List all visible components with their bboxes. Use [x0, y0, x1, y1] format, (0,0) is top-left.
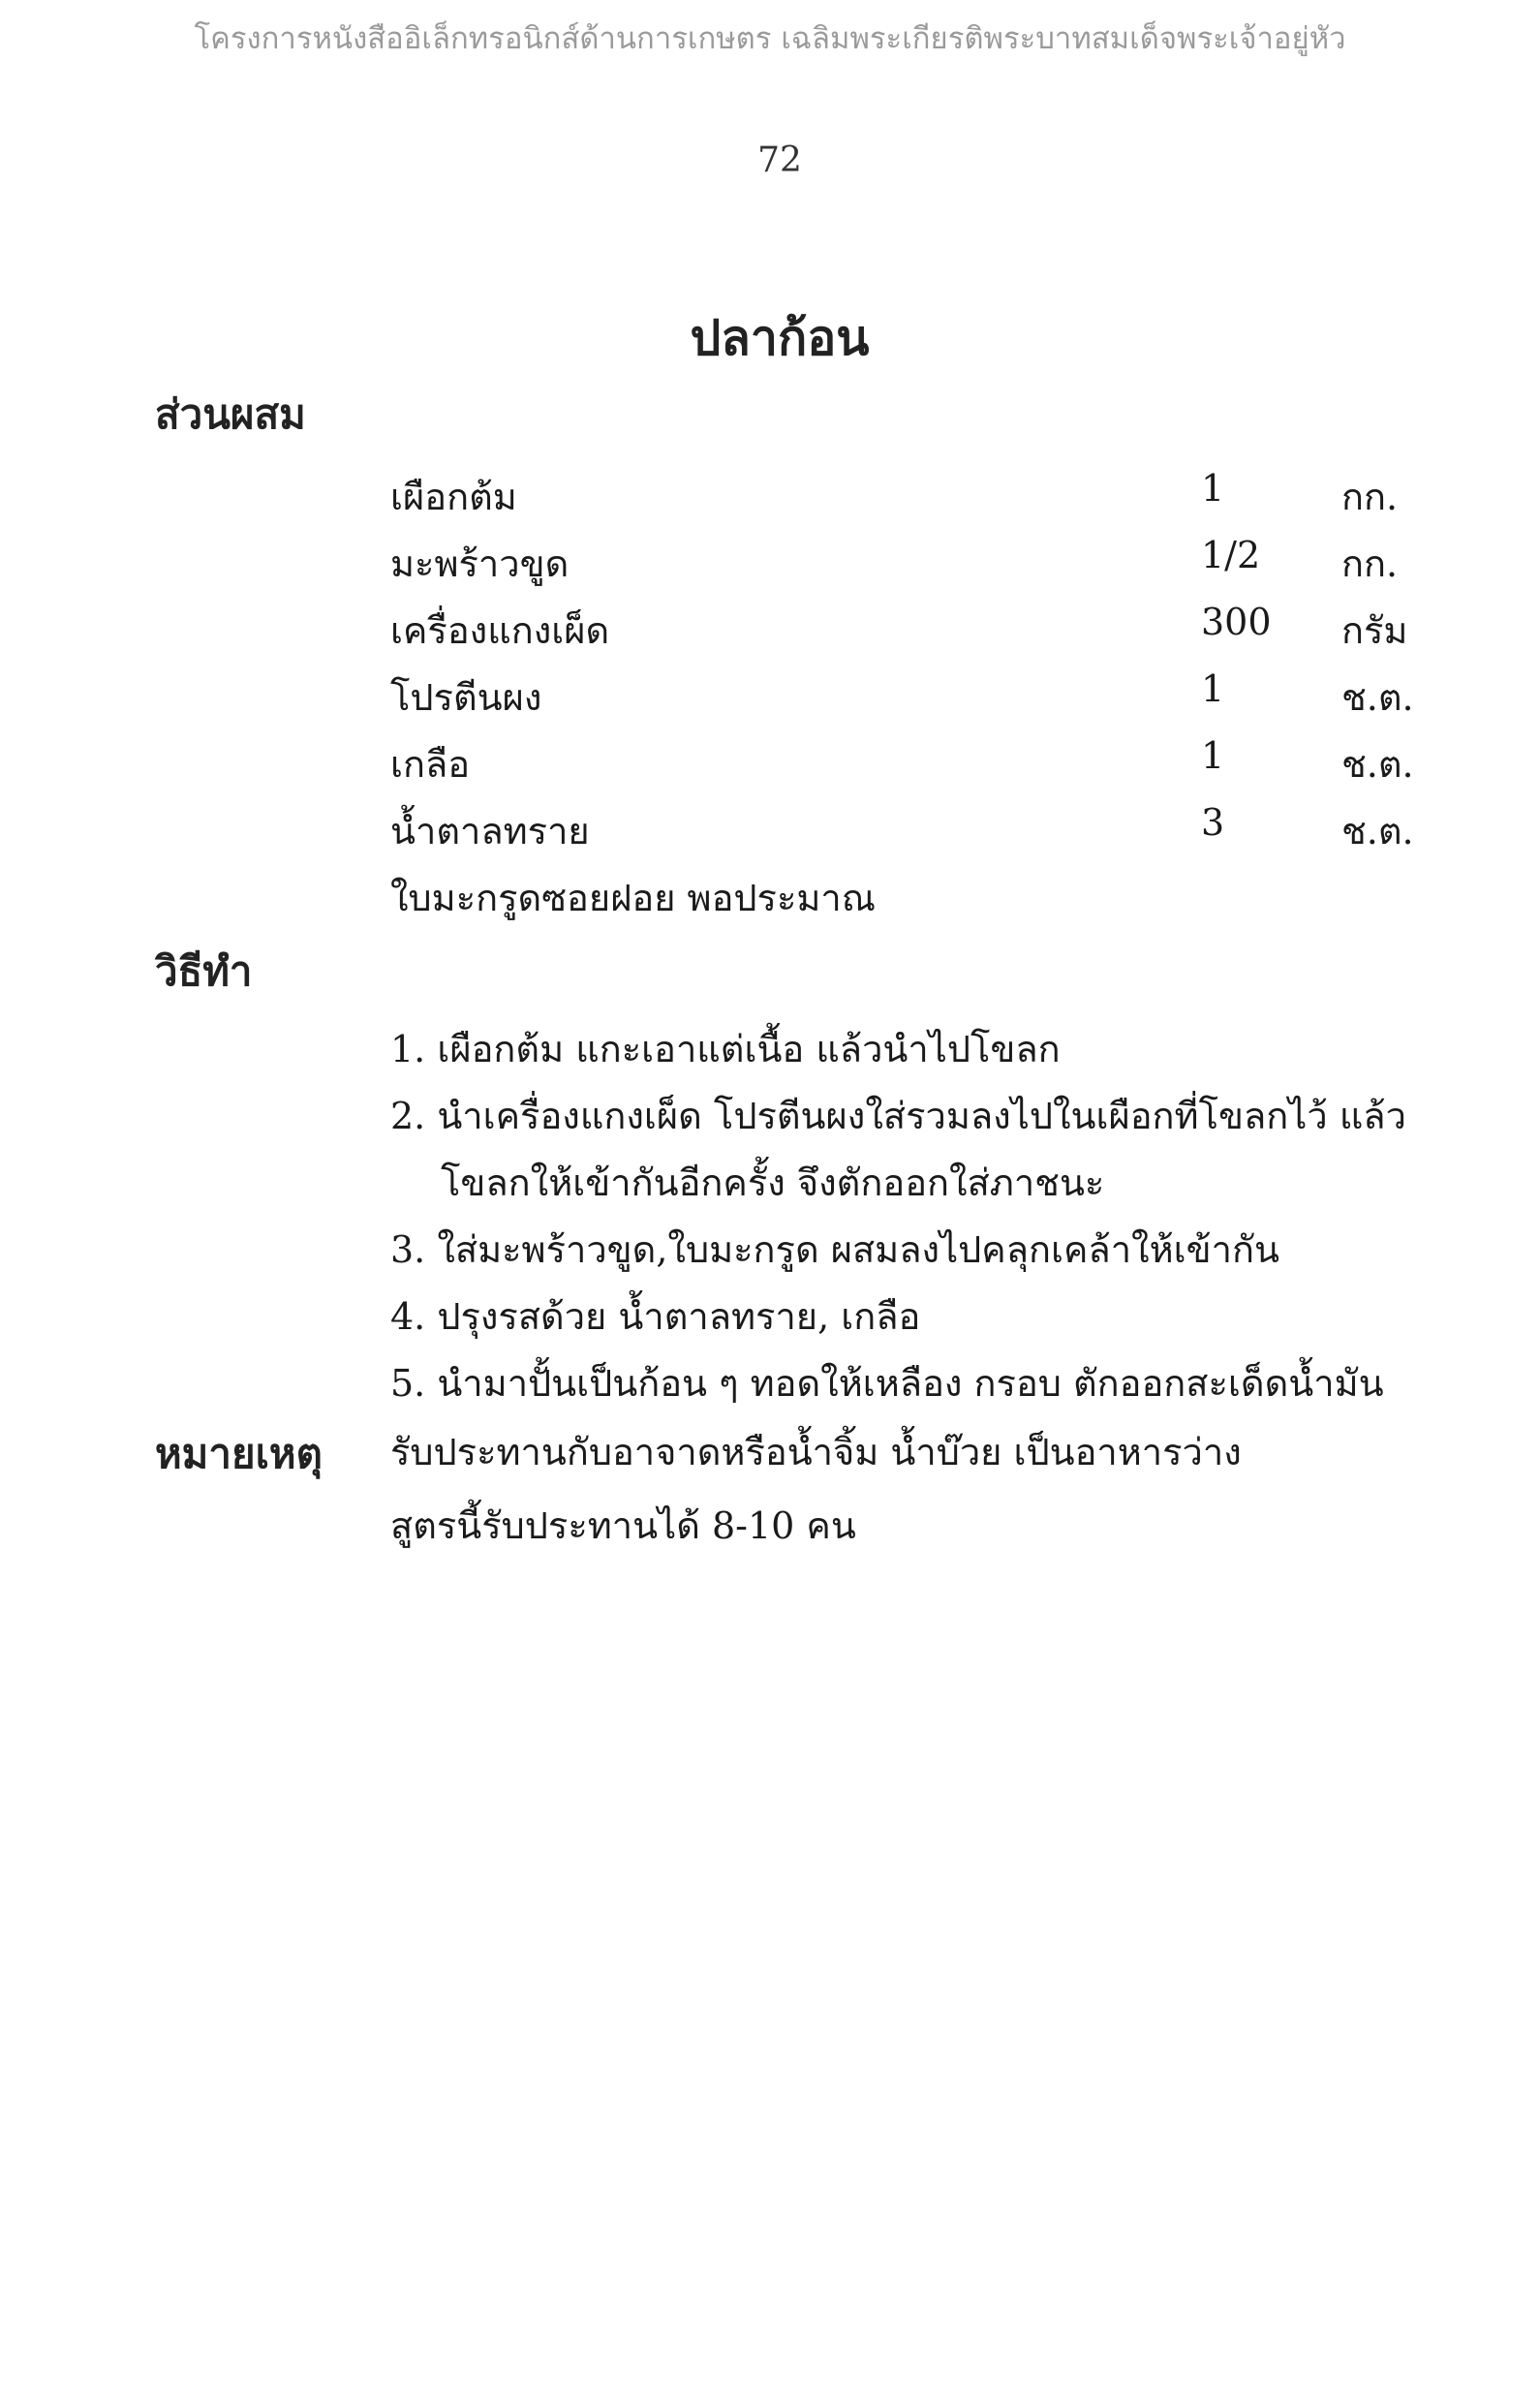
ingredient-name: เครื่องแกงเผ็ด	[390, 609, 610, 652]
ingredient-unit: กรัม	[1341, 609, 1408, 652]
note-line: สูตรนี้รับประทานได้ 8-10 คน	[390, 1504, 856, 1547]
ingredient-qty: 1	[1201, 734, 1225, 777]
method-step: 3. ใส่มะพร้าวขูด,ใบมะกรูด ผสมลงไปคลุกเคล้าให้เข้ากัน	[390, 1228, 1279, 1271]
method-heading: วิธีทำ	[155, 947, 253, 995]
ingredient-row	[0, 601, 1540, 663]
ingredient-name: มะพร้าวขูด	[390, 542, 570, 585]
ingredient-unit: กก.	[1341, 542, 1399, 585]
ingredient-name: น้ำตาลทราย	[390, 810, 590, 852]
ingredient-row	[0, 801, 1540, 863]
ingredient-qty: 300	[1201, 601, 1272, 643]
note-line: รับประทานกับอาจาดหรือน้ำจิ้ม น้ำบ๊วย เป็นอาหารว่าง	[390, 1431, 1242, 1473]
ingredient-qty: 3	[1201, 801, 1225, 844]
ingredient-name: เผือกต้ม	[390, 476, 517, 518]
ingredient-unit: กก.	[1341, 476, 1399, 518]
ingredient-qty: 1	[1201, 667, 1225, 710]
ingredients-heading: ส่วนผสม	[155, 390, 306, 438]
ingredient-name: โปรตีนผง	[390, 676, 542, 719]
method-step: 1. เผือกต้ม แกะเอาแต่เนื้อ แล้วนำไปโขลก	[390, 1028, 1061, 1070]
ingredient-row	[0, 734, 1540, 796]
page-number: 72	[757, 140, 802, 180]
note-heading: หมายเหตุ	[155, 1430, 323, 1477]
ingredient-name: เกลือ	[390, 743, 471, 786]
method-step: 5. นำมาปั้นเป็นก้อน ๆ ทอดให้เหลือง กรอบ ตักออกสะเด็ดน้ำมัน	[390, 1362, 1384, 1405]
ingredient-row	[0, 467, 1540, 529]
ingredient-qty: 1/2	[1201, 534, 1261, 576]
recipe-title: ปลาก้อน	[690, 310, 870, 366]
method-step-continuation: โขลกให้เข้ากันอีกครั้ง จึงตักออกใส่ภาชนะ	[441, 1162, 1105, 1204]
ingredient-qty: 1	[1201, 467, 1225, 510]
ingredient-unit: ช.ต.	[1341, 810, 1414, 852]
ingredient-unit: ช.ต.	[1341, 743, 1414, 786]
method-step: 2. นำเครื่องแกงเผ็ด โปรตีนผงใส่รวมลงไปในเผือกที่โขลกไว้ แล้ว	[390, 1095, 1406, 1137]
ingredient-row	[0, 667, 1540, 729]
banner-text: โครงการหนังสืออิเล็กทรอนิกส์ด้านการเกษตร เฉลิมพระเกียรติพระบาทสมเด็จพระเจ้าอยู่หัว	[194, 21, 1346, 56]
extra-ingredient: ใบมะกรูดซอยฝอย พอประมาณ	[390, 877, 876, 919]
ingredient-unit: ช.ต.	[1341, 676, 1414, 719]
ingredient-row	[0, 534, 1540, 596]
method-step: 4. ปรุงรสด้วย น้ำตาลทราย, เกลือ	[390, 1295, 921, 1338]
